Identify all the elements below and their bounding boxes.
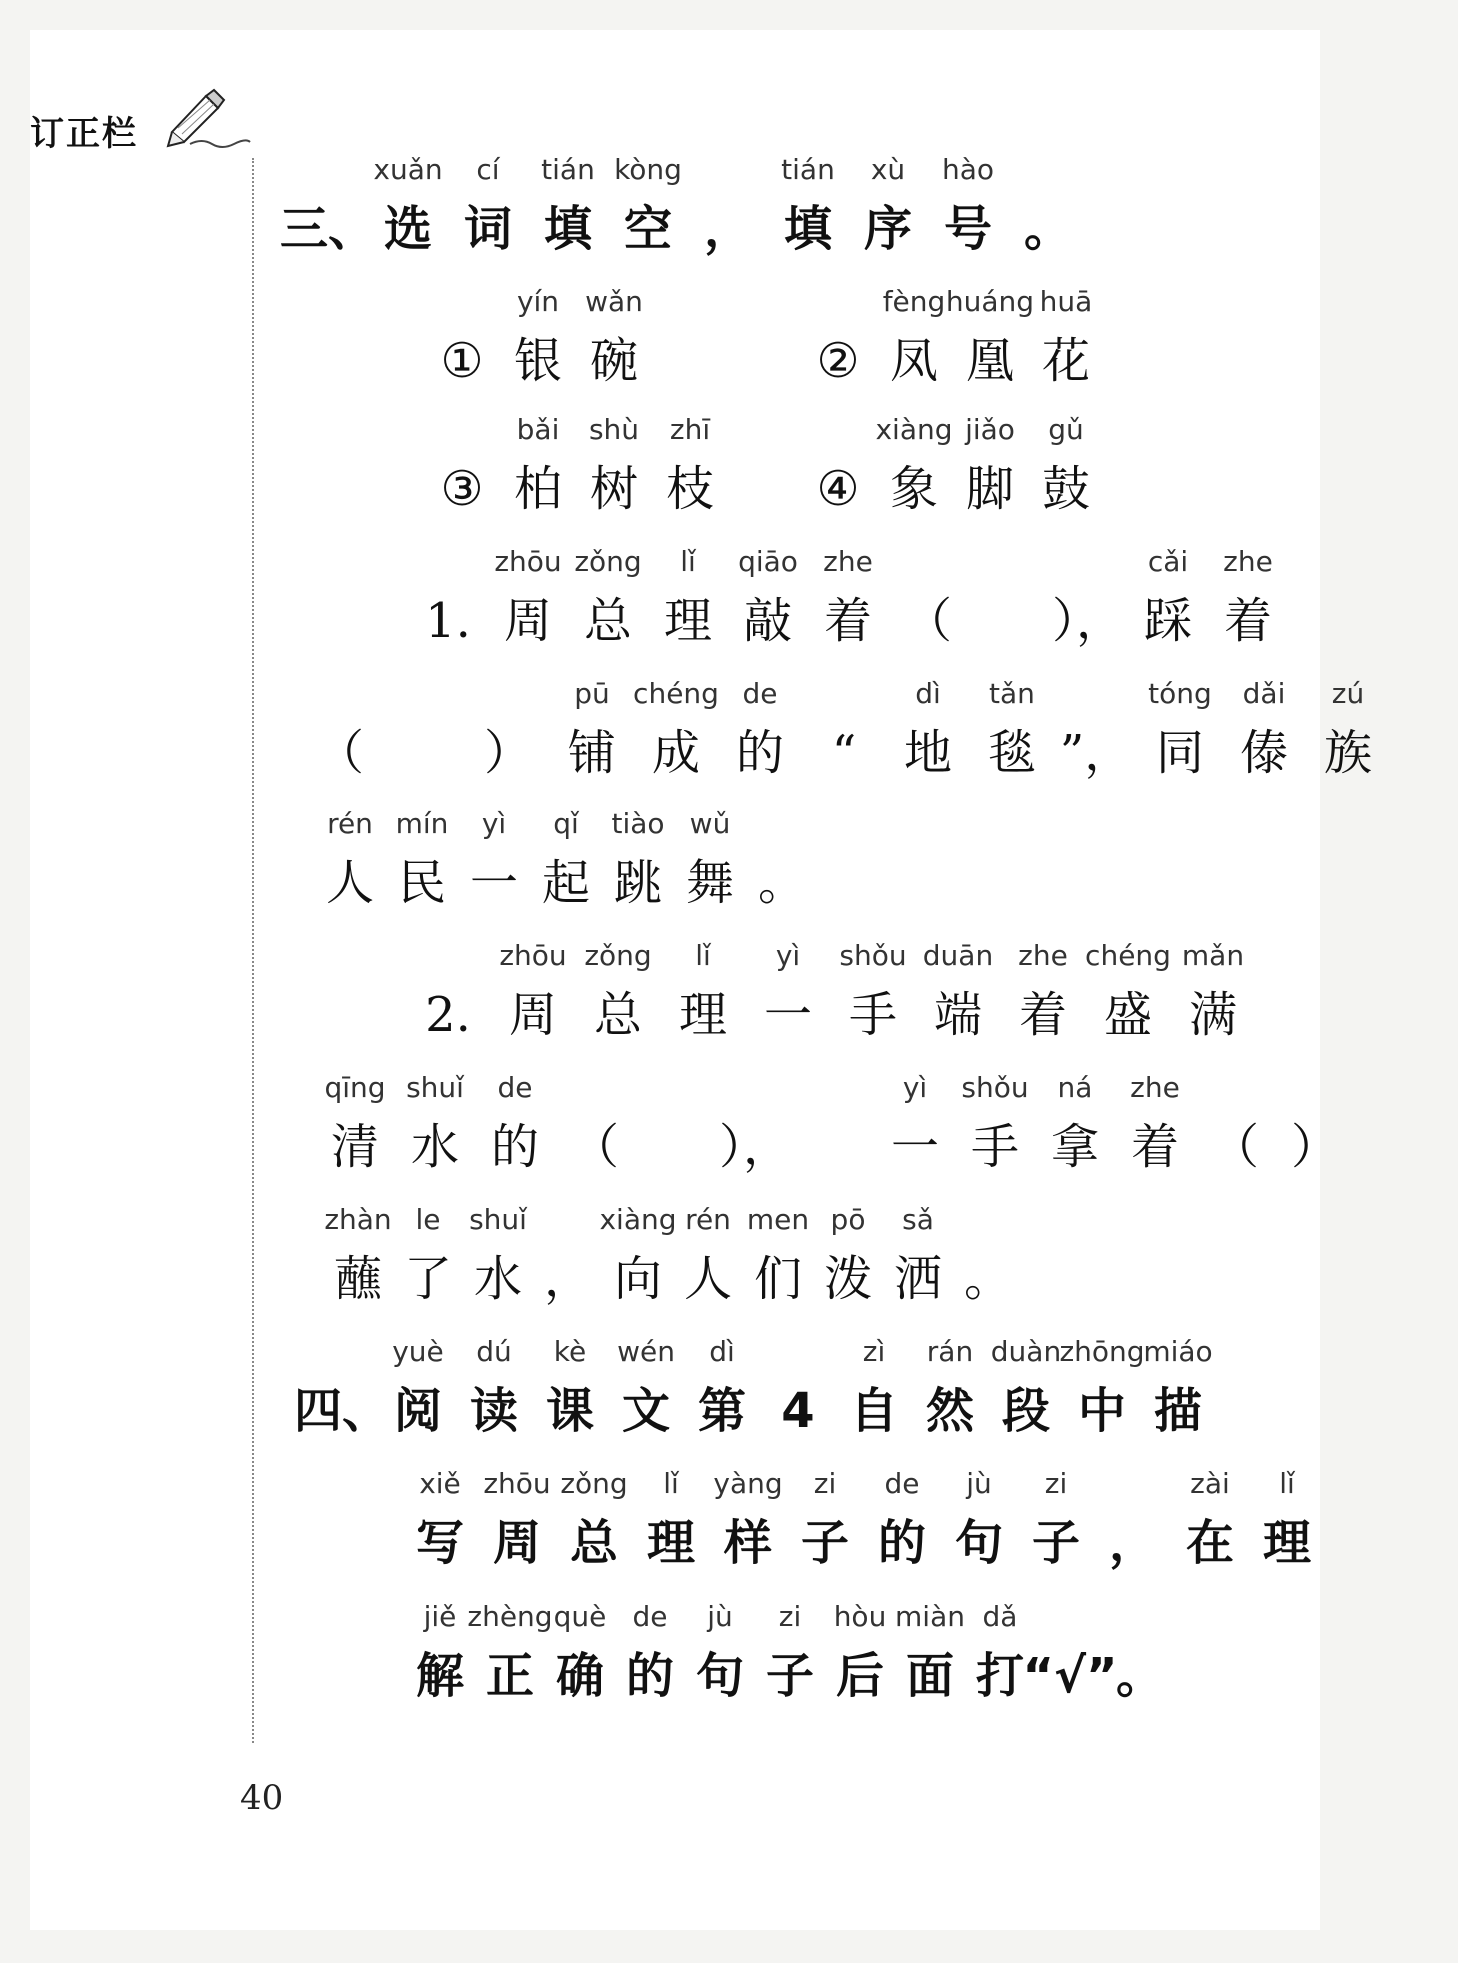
pinyin: zhe bbox=[1018, 939, 1068, 972]
hanzi: 确 bbox=[555, 1648, 604, 1704]
ruby-unit bbox=[938, 1200, 1038, 1320]
pinyin: zǒng bbox=[584, 939, 652, 972]
hanzi: 在 bbox=[1185, 1515, 1234, 1571]
hanzi: 银 bbox=[513, 333, 562, 389]
hanzi: 子 bbox=[800, 1515, 849, 1571]
hanzi: 成 bbox=[651, 725, 700, 781]
hanzi: 周 bbox=[508, 987, 557, 1043]
pinyin: zì bbox=[862, 1335, 886, 1368]
ruby-unit bbox=[564, 282, 664, 402]
hanzi: 人 bbox=[325, 855, 374, 911]
hanzi: 鼓 bbox=[1041, 461, 1090, 517]
hanzi: 号 bbox=[943, 201, 992, 257]
pinyin: yì bbox=[775, 939, 801, 972]
pinyin: zhe bbox=[823, 545, 873, 578]
hanzi: 子 bbox=[765, 1648, 814, 1704]
hanzi: 4 bbox=[781, 1383, 815, 1439]
hanzi: 段 bbox=[1001, 1383, 1050, 1439]
pinyin: chéng bbox=[1085, 939, 1171, 972]
pinyin: xù bbox=[870, 153, 906, 186]
pinyin: huā bbox=[1039, 285, 1093, 318]
hanzi: 自 bbox=[849, 1383, 898, 1439]
ruby-unit bbox=[1016, 410, 1116, 530]
hanzi: ， bbox=[703, 201, 752, 257]
pinyin: gǔ bbox=[1048, 413, 1084, 446]
ruby-unit bbox=[998, 150, 1098, 270]
pinyin: yín bbox=[516, 285, 560, 318]
pinyin: yì bbox=[481, 807, 507, 840]
hanzi: 总 bbox=[593, 987, 642, 1043]
hanzi: 文 bbox=[621, 1383, 670, 1439]
pinyin: sǎ bbox=[902, 1203, 934, 1236]
hanzi: 碗 bbox=[589, 333, 638, 389]
hanzi: 描 bbox=[1153, 1383, 1202, 1439]
pinyin: xiě bbox=[419, 1467, 461, 1500]
pinyin: zhōu bbox=[494, 545, 562, 578]
hanzi: 手 bbox=[970, 1119, 1019, 1175]
pencil-icon bbox=[162, 88, 252, 148]
hanzi: 写 bbox=[415, 1515, 464, 1571]
hanzi: 脚 bbox=[965, 461, 1014, 517]
hanzi: 水 bbox=[473, 1251, 522, 1307]
ruby-unit bbox=[1198, 542, 1298, 662]
hanzi: 端 bbox=[933, 987, 982, 1043]
pinyin: xiàng bbox=[875, 413, 953, 446]
pinyin: pō bbox=[830, 1203, 866, 1236]
hanzi: 后 bbox=[835, 1648, 884, 1704]
pinyin: zhōng bbox=[1059, 1335, 1145, 1368]
hanzi: 正 bbox=[485, 1648, 534, 1704]
hanzi: 。 bbox=[963, 1251, 1012, 1307]
hanzi: 水 bbox=[410, 1119, 459, 1175]
pinyin: hào bbox=[941, 153, 995, 186]
pinyin: bǎi bbox=[516, 413, 560, 446]
pinyin: shù bbox=[588, 413, 640, 446]
pinyin: jiǎo bbox=[965, 413, 1015, 446]
hanzi: （ bbox=[315, 725, 364, 781]
hanzi: 跳 bbox=[613, 855, 662, 911]
pinyin: zhèng bbox=[467, 1600, 553, 1633]
pinyin: qǐ bbox=[553, 807, 579, 840]
hanzi: 着 bbox=[1130, 1119, 1179, 1175]
pinyin: tóng bbox=[1148, 677, 1212, 710]
pinyin: rán bbox=[926, 1335, 974, 1368]
pinyin: yuè bbox=[392, 1335, 444, 1368]
pinyin: lǐ bbox=[680, 545, 696, 578]
hanzi: 的 bbox=[625, 1648, 674, 1704]
pinyin: lǐ bbox=[663, 1467, 679, 1500]
pinyin: zi bbox=[778, 1600, 802, 1633]
hanzi: ② bbox=[816, 333, 860, 389]
hanzi: 象 bbox=[889, 461, 938, 517]
hanzi: ① bbox=[440, 333, 484, 389]
hanzi: 理 bbox=[678, 987, 727, 1043]
hanzi: ， bbox=[1108, 1515, 1157, 1571]
pinyin: fèng bbox=[882, 285, 946, 318]
pinyin: tiào bbox=[611, 807, 665, 840]
ruby-unit bbox=[1163, 936, 1263, 1056]
pinyin: dǎ bbox=[982, 1600, 1018, 1633]
hanzi: （ bbox=[903, 593, 952, 649]
pinyin: shǒu bbox=[961, 1071, 1029, 1104]
hanzi: 课 bbox=[545, 1383, 594, 1439]
hanzi: 一 bbox=[890, 1119, 939, 1175]
pinyin: duān bbox=[922, 939, 994, 972]
hanzi: 手 bbox=[848, 987, 897, 1043]
page-number: 40 bbox=[240, 1778, 284, 1818]
pinyin: shuǐ bbox=[406, 1071, 464, 1104]
hanzi: 树 bbox=[589, 461, 638, 517]
hanzi: 打 bbox=[975, 1648, 1024, 1704]
hanzi: 。 bbox=[757, 855, 806, 911]
pinyin: yàng bbox=[713, 1467, 783, 1500]
hanzi: 第 bbox=[697, 1383, 746, 1439]
pinyin: de bbox=[742, 677, 778, 710]
hanzi: 中 bbox=[1077, 1383, 1126, 1439]
hanzi: 选 bbox=[383, 201, 432, 257]
pinyin: zài bbox=[1190, 1467, 1230, 1500]
hanzi: 一 bbox=[469, 855, 518, 911]
pinyin: miàn bbox=[895, 1600, 965, 1633]
hanzi: 阅 bbox=[393, 1383, 442, 1439]
pinyin: huáng bbox=[945, 285, 1035, 318]
pinyin: jiě bbox=[423, 1600, 457, 1633]
hanzi: 清 bbox=[330, 1119, 379, 1175]
hanzi: ③ bbox=[440, 461, 484, 517]
hanzi: 空 bbox=[623, 201, 672, 257]
pinyin: zhōu bbox=[499, 939, 567, 972]
hanzi: 拿 bbox=[1050, 1119, 1099, 1175]
pinyin: chéng bbox=[633, 677, 719, 710]
hanzi: 理 bbox=[663, 593, 712, 649]
pinyin: cǎi bbox=[1147, 545, 1189, 578]
pinyin: dì bbox=[709, 1335, 735, 1368]
correction-column-label: 订正栏 bbox=[30, 114, 138, 154]
pinyin: tǎn bbox=[989, 677, 1035, 710]
hanzi: 毯 bbox=[987, 725, 1036, 781]
ruby-unit bbox=[1128, 1332, 1228, 1452]
hanzi: “√” bbox=[1022, 1648, 1118, 1704]
hanzi: 词 bbox=[463, 201, 512, 257]
hanzi: 起 bbox=[541, 855, 590, 911]
pinyin: zi bbox=[813, 1467, 837, 1500]
hanzi: 总 bbox=[569, 1515, 618, 1571]
ruby-unit bbox=[732, 804, 832, 924]
pinyin: xuǎn bbox=[373, 153, 443, 186]
pinyin: shuǐ bbox=[469, 1203, 527, 1236]
pinyin: wǔ bbox=[689, 807, 731, 840]
hanzi: 柏 bbox=[513, 461, 562, 517]
hanzi: 然 bbox=[925, 1383, 974, 1439]
hanzi: 地 bbox=[903, 725, 952, 781]
hanzi: 舞 bbox=[685, 855, 734, 911]
pinyin: zú bbox=[1331, 677, 1365, 710]
pinyin: yì bbox=[902, 1071, 928, 1104]
pinyin: ná bbox=[1057, 1071, 1093, 1104]
pinyin: kè bbox=[553, 1335, 587, 1368]
hanzi: 枝 bbox=[665, 461, 714, 517]
pinyin: zhōu bbox=[483, 1467, 551, 1500]
hanzi: 着 bbox=[1018, 987, 1067, 1043]
pinyin: hòu bbox=[833, 1600, 887, 1633]
pinyin: dú bbox=[476, 1335, 512, 1368]
hanzi: 泼 bbox=[823, 1251, 872, 1307]
pinyin: lǐ bbox=[695, 939, 711, 972]
pinyin: wǎn bbox=[585, 285, 643, 318]
ruby-unit bbox=[1298, 674, 1398, 794]
hanzi: 2. bbox=[425, 987, 471, 1043]
hanzi: 理 bbox=[1262, 1515, 1311, 1571]
pinyin: kòng bbox=[614, 153, 682, 186]
hanzi: 的 bbox=[735, 725, 784, 781]
hanzi: 句 bbox=[954, 1515, 1003, 1571]
hanzi: 们 bbox=[753, 1251, 802, 1307]
pinyin: lǐ bbox=[1279, 1467, 1295, 1500]
ruby-unit bbox=[1237, 1464, 1337, 1584]
hanzi: 洒 bbox=[893, 1251, 942, 1307]
hanzi: 序 bbox=[863, 201, 912, 257]
hanzi: 填 bbox=[783, 201, 832, 257]
hanzi: ④ bbox=[816, 461, 860, 517]
correction-column-divider bbox=[252, 158, 254, 1743]
pinyin: pū bbox=[574, 677, 610, 710]
pinyin: què bbox=[553, 1600, 607, 1633]
pinyin: zhe bbox=[1223, 545, 1273, 578]
hanzi: 。 bbox=[1023, 201, 1072, 257]
hanzi: 着 bbox=[823, 593, 872, 649]
pinyin: zǒng bbox=[560, 1467, 628, 1500]
hanzi: 理 bbox=[646, 1515, 695, 1571]
hanzi: 的 bbox=[877, 1515, 926, 1571]
ruby-unit bbox=[1265, 1068, 1365, 1188]
hanzi: 盛 bbox=[1103, 987, 1152, 1043]
pinyin: zhàn bbox=[324, 1203, 392, 1236]
pinyin: duàn bbox=[990, 1335, 1062, 1368]
pinyin: jù bbox=[707, 1600, 733, 1633]
pinyin: tián bbox=[541, 153, 595, 186]
hanzi: 的 bbox=[490, 1119, 539, 1175]
hanzi: （ bbox=[570, 1119, 619, 1175]
hanzi: 总 bbox=[583, 593, 632, 649]
hanzi: 凤 bbox=[889, 333, 938, 389]
hanzi: 三、 bbox=[279, 201, 376, 257]
hanzi: 向 bbox=[613, 1251, 662, 1307]
pinyin: shǒu bbox=[839, 939, 907, 972]
pinyin: rén bbox=[685, 1203, 731, 1236]
hanzi: ”， bbox=[1059, 725, 1133, 781]
hanzi: 了 bbox=[403, 1251, 452, 1307]
pinyin: mín bbox=[395, 807, 449, 840]
pinyin: mǎn bbox=[1181, 939, 1245, 972]
pinyin: qīng bbox=[324, 1071, 386, 1104]
pinyin: de bbox=[632, 1600, 668, 1633]
pinyin: le bbox=[415, 1203, 441, 1236]
hanzi: 民 bbox=[397, 855, 446, 911]
hanzi: （ bbox=[1210, 1119, 1259, 1175]
hanzi: ）， bbox=[718, 1119, 791, 1175]
hanzi: 人 bbox=[683, 1251, 732, 1307]
pinyin: men bbox=[746, 1203, 810, 1236]
hanzi: 填 bbox=[543, 201, 592, 257]
hanzi: 蘸 bbox=[333, 1251, 382, 1307]
hanzi: 族 bbox=[1323, 725, 1372, 781]
pinyin: zǒng bbox=[574, 545, 642, 578]
pinyin: wén bbox=[617, 1335, 675, 1368]
hanzi: ， bbox=[543, 1251, 592, 1307]
hanzi: 凰 bbox=[965, 333, 1014, 389]
hanzi: 同 bbox=[1155, 725, 1204, 781]
hanzi: 着 bbox=[1223, 593, 1272, 649]
pinyin: zhe bbox=[1130, 1071, 1180, 1104]
hanzi: 花 bbox=[1041, 333, 1090, 389]
hanzi: 1. bbox=[425, 593, 471, 649]
ruby-unit bbox=[640, 410, 740, 530]
pinyin: dǎi bbox=[1242, 677, 1286, 710]
pinyin: rén bbox=[327, 807, 373, 840]
hanzi: 面 bbox=[905, 1648, 954, 1704]
pinyin: qiāo bbox=[738, 545, 798, 578]
pinyin: jù bbox=[966, 1467, 992, 1500]
pinyin: miáo bbox=[1143, 1335, 1213, 1368]
hanzi: 踩 bbox=[1143, 593, 1192, 649]
pinyin: de bbox=[497, 1071, 533, 1104]
hanzi: 一 bbox=[763, 987, 812, 1043]
pinyin: cí bbox=[476, 153, 500, 186]
hanzi: 周 bbox=[503, 593, 552, 649]
pinyin: dì bbox=[915, 677, 941, 710]
pinyin: de bbox=[884, 1467, 920, 1500]
hanzi: ） bbox=[1290, 1119, 1339, 1175]
hanzi: 读 bbox=[469, 1383, 518, 1439]
hanzi: 傣 bbox=[1239, 725, 1288, 781]
hanzi: ） bbox=[483, 725, 532, 781]
hanzi: 敲 bbox=[743, 593, 792, 649]
hanzi: 周 bbox=[492, 1515, 541, 1571]
ruby-unit bbox=[1016, 282, 1116, 402]
ruby-unit bbox=[1090, 1597, 1190, 1717]
pinyin: zi bbox=[1044, 1467, 1068, 1500]
hanzi: 样 bbox=[723, 1515, 772, 1571]
hanzi: 句 bbox=[695, 1648, 744, 1704]
hanzi: 铺 bbox=[567, 725, 616, 781]
hanzi: 。 bbox=[1115, 1648, 1164, 1704]
hanzi: 满 bbox=[1188, 987, 1237, 1043]
pinyin: xiàng bbox=[599, 1203, 677, 1236]
pinyin: zhī bbox=[669, 413, 711, 446]
hanzi: “ bbox=[831, 725, 857, 781]
hanzi: ）， bbox=[1051, 593, 1124, 649]
hanzi: 子 bbox=[1031, 1515, 1080, 1571]
pinyin: tián bbox=[781, 153, 835, 186]
hanzi: 解 bbox=[415, 1648, 464, 1704]
hanzi: 四、 bbox=[293, 1383, 390, 1439]
